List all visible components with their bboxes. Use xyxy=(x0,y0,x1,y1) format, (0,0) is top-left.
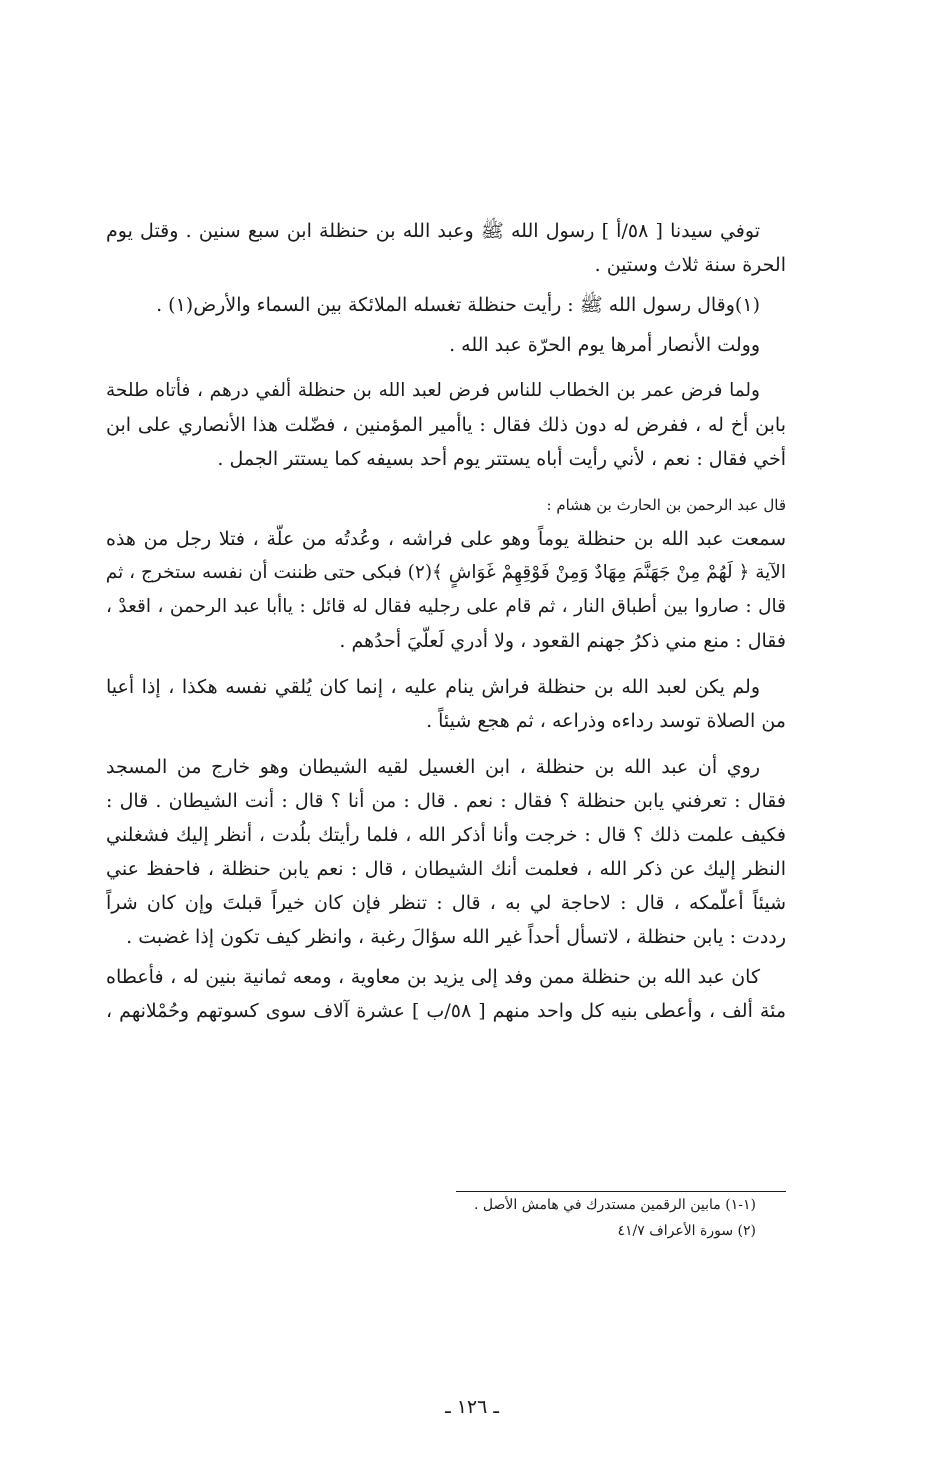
text-line: مئة ألف ، وأعطى بنيه كل واحد منهم [ ٥٨/ب ] عشرة آلاف سوى كسوتهم وحُمْلانهم ، xyxy=(106,1000,786,1022)
text-line: سمعت عبد الله بن حنظلة يوماً وهو على فراشه ، وعُدتُه من علّة ، فتلا رجل من هذه xyxy=(106,528,786,550)
main-text xyxy=(106,214,786,1028)
text-line: بابن أخ له ، ففرض له دون ذلك فقال : ياأمير المؤمنين ، فضّلت هذا الأنصاري على ابن xyxy=(106,414,786,436)
text-line: ولم يكن لعبد الله بن حنظلة فراش ينام عليه ، إنما كان يُلقي نفسه هكذا ، إذا أعيا xyxy=(106,676,760,698)
text-line: فقال : تعرفني يابن حنظلة ؟ فقال : نعم . قال : من أنا ؟ قال : أنت الشيطان . قال : xyxy=(106,790,786,812)
footnote: (١-١) مابين الرقمين مستدرك في هامش الأصل . xyxy=(473,1197,756,1213)
text-line: النظر إليك عن ذكر الله ، فعلمت أنك الشيطان ، قال : نعم يابن حنظلة ، فاحفظ عني xyxy=(106,858,786,880)
text-line: روي أن عبد الله بن حنظلة ، ابن الغسيل لقيه الشيطان وهو خارج من المسجد xyxy=(106,756,760,778)
footnote: (٢) سورة الأعراف ٤١/٧ xyxy=(617,1223,756,1239)
text-line: فقال : منع مني ذكرُ جهنم القعود ، ولا أدري لَعلّيَ أحدُهم . xyxy=(339,630,786,652)
text-line: فكيف علمت ذلك ؟ قال : خرجت وأنا أذكر الله ، فلما رأيتك بلُدت ، أنظر إليك فشغلني xyxy=(106,824,786,846)
text-line: (١)وقال رسول الله ﷺ : رأيت حنظلة تغسله الملائكة بين السماء والأرض(١) . xyxy=(156,294,760,316)
text-line: وولت الأنصار أمرها يوم الحرّة عبد الله . xyxy=(449,334,760,356)
text-line: توفي سيدنا [ ٥٨/أ ] رسول الله ﷺ وعبد الله بن حنظلة ابن سبع سنين . وقتل يوم xyxy=(106,220,760,242)
text-line: الحرة سنة ثلاث وستين . xyxy=(594,254,786,276)
text-line: قال : صاروا بين أطباق النار ، ثم قام على رجليه فقال له قائل : ياأبا عبد الرحمن ، اقعدْ ، xyxy=(106,596,786,617)
page-number: ـ ١٢٦ ـ xyxy=(445,1396,499,1418)
text-line: من الصلاة توسد رداءه وذراعه ، ثم هجع شيئاً . xyxy=(426,710,786,732)
section-heading: قال عبد الرحمن بن الحارث بن هشام : xyxy=(546,496,786,514)
footnotes xyxy=(106,1191,786,1244)
text-line: ولما فرض عمر بن الخطاب للناس فرض لعبد الله بن حنظلة ألفي درهم ، فأتاه طلحة xyxy=(106,380,760,401)
text-line: رددت : يابن حنظلة ، لاتسأل أحداً غير الله سؤالَ رغبة ، وانظر كيف تكون إذا غضبت . xyxy=(126,926,786,948)
text-line: أخي فقال : نعم ، لأني رأيت أباه يستتر يوم أحد بسيفه كما يستتر الجمل . xyxy=(217,448,786,470)
text-line: كان عبد الله بن حنظلة ممن وفد إلى يزيد بن معاوية ، ومعه ثمانية بنين له ، فأعطاه xyxy=(106,966,760,988)
text-line: شيئاً أعلّمكه ، قال : لاحاجة لي به ، قال : تنظر فإن كان خيراً قبلتَ وإن كان شراً xyxy=(106,892,786,914)
text-line: الآية ﴿ لَهُمْ مِنْ جَهَنَّمَ مِهَادٌ وَمِنْ فَوْقِهِمْ غَوَاشٍ ﴾(٢) فبكى حتى ظننت أن نفسه ستخرج ، ثم xyxy=(106,562,786,583)
